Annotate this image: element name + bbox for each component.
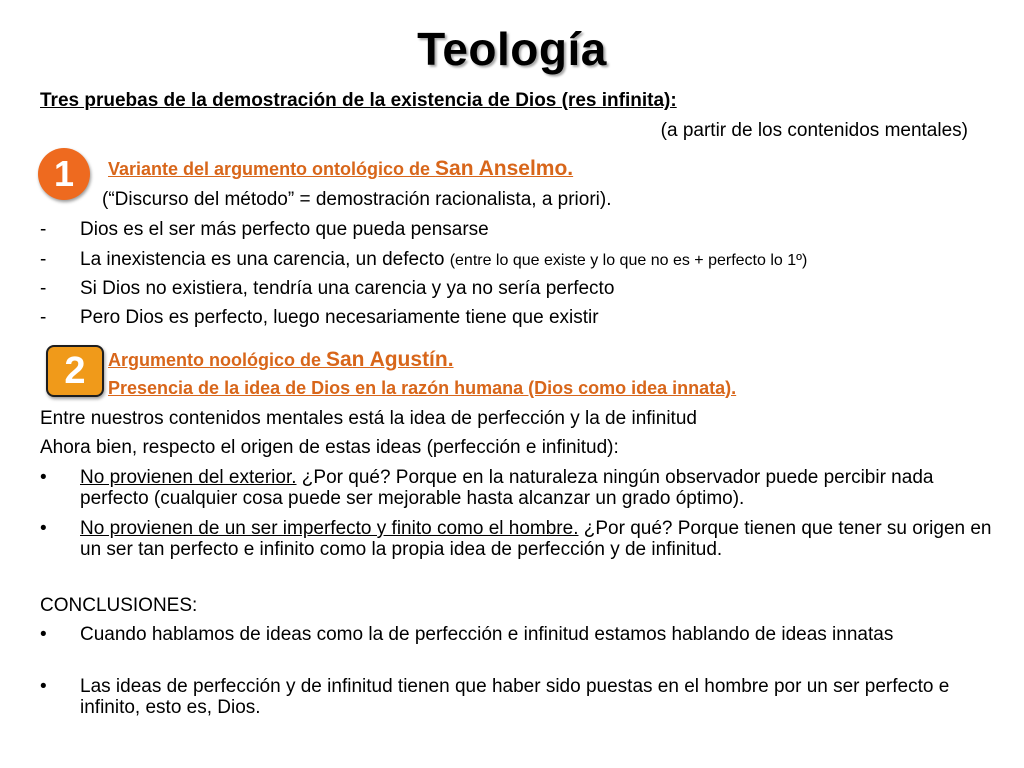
- bullet-text: ¿Por qué? Porque tienen que tener su origen en un ser tan perfecto e infinito como la propia idea de perfección y de infinitud.: [80, 518, 992, 560]
- subtitle-note: (a partir de los contenidos mentales): [660, 120, 968, 141]
- list-item-text: Si Dios no existiera, tendría una carencia y ya no sería perfecto: [80, 278, 615, 299]
- section1-heading-text: Variante del argumento ontológico de: [108, 159, 436, 179]
- bullet-marker: •: [40, 676, 47, 697]
- section1-heading-name: San Anselmo.: [435, 157, 574, 180]
- bullet-underlined: No provienen de un ser imperfecto y finito como el hombre.: [80, 518, 579, 539]
- section1-heading: [108, 157, 573, 181]
- badge-two-label: 2: [64, 349, 86, 392]
- number-two-badge-icon: [46, 345, 104, 397]
- dash-marker: -: [40, 278, 47, 299]
- list-item-text: Dios es el ser más perfecto que pueda pensarse: [80, 219, 489, 240]
- bullet-item: [40, 676, 995, 718]
- section1-note: (“Discurso del método” = demostración racionalista, a priori).: [102, 189, 612, 210]
- bullet-item: [40, 518, 995, 560]
- bullet-underlined: No provienen del exterior.: [80, 467, 297, 488]
- number-one-badge-icon: [38, 148, 90, 200]
- conclusions-label: CONCLUSIONES:: [40, 595, 198, 616]
- bullet-item: [40, 624, 995, 645]
- bullet-text: ¿Por qué? Porque en la naturaleza ningún observador puede percibir nada perfecto (cualquier cosa puede ser mejorable hasta alcanzar un grado óptimo).: [80, 467, 934, 509]
- section2-line1: Entre nuestros contenidos mentales está la idea de perfección y la de infinitud: [40, 408, 697, 429]
- subtitle: Tres pruebas de la demostración de la existencia de Dios (res infinita):: [40, 90, 677, 111]
- section2-line2: Ahora bien, respecto el origen de estas ideas (perfección e infinitud):: [40, 437, 619, 458]
- page-title: Teología: [417, 23, 607, 75]
- bullet-marker: •: [40, 518, 47, 539]
- list-item-aside: (entre lo que existe y lo que no es + perfecto lo 1º): [449, 252, 808, 269]
- list-item-text: Pero Dios es perfecto, luego necesariamente tiene que existir: [80, 307, 599, 328]
- section2-heading-name: San Agustín.: [326, 348, 454, 371]
- list-item-text: La inexistencia es una carencia, un defecto: [80, 249, 450, 270]
- section2-subheading: Presencia de la idea de Dios en la razón humana (Dios como idea innata).: [108, 378, 737, 398]
- dash-marker: -: [40, 219, 47, 240]
- dash-marker: -: [40, 307, 47, 328]
- badge-one-label: 1: [53, 153, 75, 194]
- dash-marker: -: [40, 249, 47, 270]
- bullet-item: [40, 467, 995, 509]
- bullet-text: Cuando hablamos de ideas como la de perfección e infinitud estamos hablando de ideas innatas: [80, 624, 894, 645]
- section2-heading-text: Argumento noológico de: [108, 350, 326, 370]
- bullet-text: Las ideas de perfección y de infinitud tienen que haber sido puestas en el hombre por un ser perfecto e infinito, esto es, Dios.: [80, 676, 950, 718]
- section2-heading: [108, 348, 454, 372]
- bullet-marker: •: [40, 467, 47, 488]
- bullet-marker: •: [40, 624, 47, 645]
